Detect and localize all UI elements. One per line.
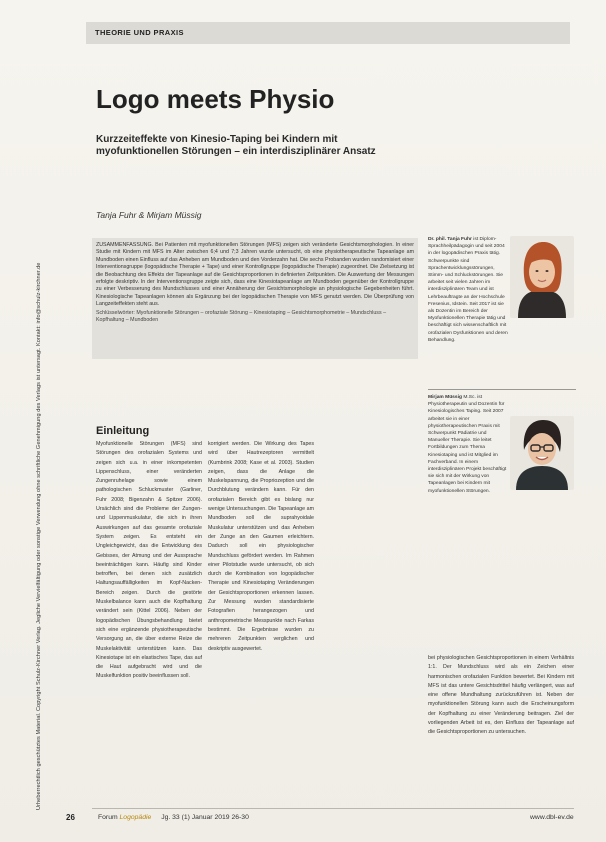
author-bio-1: [428, 236, 508, 344]
copyright-side-note: Urheberrechtlich geschütztes Material. Copyright Schulz-Kirchner Verlag. Jegliche Vervielfältigung oder sonstige Verwendung ohne schriftliche Genehmigung des Verlags ist untersagt. Kontakt: info@schulz-kirchner.de: [36, 262, 42, 810]
section-heading: Einleitung: [96, 425, 150, 437]
author-photo-2: [510, 416, 574, 490]
abstract-keywords: Schlüsselwörter: Myofunktionelle Störungen – orofaziale Störung – Kinesiotaping – Gesichtsmorphometrie – Mundschluss – Kopfhaltung – Mundboden: [96, 309, 387, 324]
bio-1-text: ist Diplom-Sprachheilpädagogin und seit 2004 in der logopädischen Praxis tätig. Schwerpunkte sind Sprachentwicklungsstörungen, Stimm- und Schluckstörungen. Sie arbeitet seit vielen Jahren im interdisziplinären Team und ist Lehrbeauftragte an der Hochschule Fresenius, Idstein. Seit 2017 ist sie als Dozentin im Bereich der Myofunktionellen Therapie tätig und beschäftigt sich wissenschaftlich mit orofazialen Dysfunktionen und deren Behandlung.: [428, 237, 508, 343]
bio-1-name: Dr. phil. Tanja Fuhr: [428, 237, 472, 242]
journal-citation: [98, 814, 249, 821]
body-column-1-text: Myofunktionelle Störungen (MFS) sind Störungen des orofazialen Systems und zeigen sich u.a. in einer inkompetenten Lippenschluss, einer veränderten Zungenruhelage sowie einem pathologischen Schluckmuster (Garliner, Fuhr 2008; Bigenzahn & Spitzer 2006). Ursächlich sind die Probleme der Zungen- und Lippenmuskulatur, die sich in ihren Auswirkungen auf das gesamte orofaziale System zeigen. Es entsteht ein Ungleichgewicht, das die Entwicklung des Gebisses, der Atmung und der Aussprache beeinträchtigen kann. Häufig sind Kinder betroffen, bei denen sich zusätzlich Haltungsauffälligkeiten im Kopf-Nacken-Bereich zeigen. Durch die gestörte Muskelbalance kann auch die Kopfhaltung verändert sein (Kittel 2006). Neben der logopädischen Übungsbehandlung bietet sich eine ergänzende physiotherapeutische Versorgung an, die über externe Reize die Muskelaktivität unterstützen kann. Das Kinesiotape ist ein elastisches Tape, das auf die Haut aufgebracht wird und die Muskelfunktion positiv beeinflussen soll.: [96, 441, 202, 680]
journal-brand: Logopädie: [119, 814, 152, 821]
page-number: 26: [66, 813, 75, 822]
article-subtitle: Kurzzeiteffekte von Kinesio-Taping bei Kindern mit myofunktionellen Störungen – ein interdisziplinärer Ansatz: [96, 134, 376, 157]
body-column-3: [428, 654, 574, 804]
article-title: Logo meets Physio: [96, 84, 335, 114]
body-column-2: [208, 440, 314, 804]
journal-issue: Jg. 33 (1) Januar 2019 26-30: [161, 814, 249, 821]
abstract-box: [92, 238, 418, 359]
body-column-3-text: bei physiologischen Gesichtsproportionen in einem Verhältnis 1:1. Der Mundschluss wird als ein Zeichen einer harmonischen orofazialen Funktion bewertet. Bei Kindern mit MFS ist das untere Gesichtsdrittel häufig verlängert, was auf eine offene Mundhaltung zurückzuführen ist. Neben der myofunktionellen Störung kann auch die Erscheinungsform der Kopfhaltung zu einer Veränderung beitragen. Ziel der vorliegenden Arbeit ist es, den Einfluss der Tapeanlage auf die Gesichtsproportionen zu untersuchen.: [428, 655, 574, 736]
section-label: THEORIE UND PRAXIS: [95, 28, 184, 37]
bio-divider: [428, 389, 576, 390]
footer-rule: [92, 808, 574, 809]
bio-2-text: M.Sc. ist Physiotherapeutin und Dozentin für Kinesiologisches Taping. Seit 2007 arbeitet sie in einer physiotherapeutischen Praxis mit Schwerpunkt Pädiatrie und Manueller Therapie. Sie leitet Fortbildungen zum Thema Kinesiotaping und ist Mitglied im Fachverband. In einem interdisziplinären Projekt beschäftigt sie sich mit der Wirkung von Tapeanlagen bei Kindern mit myofunktionellen Störungen.: [428, 395, 507, 494]
abstract-text: ZUSAMMENFASSUNG. Bei Patienten mit myofunktionellen Störungen (MFS) zeigen sich veränderte Gesichtsmorphologien. In einer Studie mit Kindern mit MFS im Alter zwischen 6;4 und 7;3 Jahren wurde untersucht, ob eine physiotherapeutische Tapeanlage am Mundboden einen Einfluss auf das Anheben am Mundboden und den Vorderzahn hat. Die sechs Probanden wurden randomisiert einer Interventionsgruppe (logopädische Therapie + Tape) und einer Kontrollgruppe (logopädische Therapie) zugeordnet. Die Zielsetzung ist die Beobachtung des Effekts der Tapeanlage auf die Gesichtsproportionen in definierten Zeitpunkten. Die Auswertung der Messungen erfolgte deskriptiv. In der Interventionsgruppe zeigte sich, dass eine Kinesiotapeanlage am Mundboden gegenüber der Kontrollgruppe zu einer Verbesserung des Mundschlusses und einer Annäherung der Gesichtsmorphologie an physiologische Gegebenheiten führt. Kinesiologische Tapeanlagen können als Ergänzung bei der logopädischen Therapie von MFS genutzt werden. Die Überprüfung von Langzeiteffekten steht aus.: [96, 242, 414, 308]
body-column-2-text: korrigiert werden. Die Wirkung des Tapes wird über Hautrezeptoren vermittelt (Kumbrink 2008; Kase et al. 2003). Studien zeigen, dass die Anlage die Muskelspannung, die Propriozeption und die Durchblutung verändern kann. Für den orofazialen Bereich gibt es bislang nur wenige Untersuchungen. Die Tapeanlage am Mundboden soll die suprahyoidale Muskulatur unterstützen und das Anheben der Zunge an den Gaumen erleichtern. Dadurch soll ein physiologischer Mundschluss gefördert werden. Im Rahmen einer Pilotstudie wurde untersucht, ob sich durch die Kombination von logopädischer Therapie und Kinesiotaping Veränderungen der Gesichtsproportionen erkennen lassen. Zur Messung wurden standardisierte Fotografien herangezogen und anthropometrische Messpunkte nach Farkas bestimmt. Die Ergebnisse wurden zu mehreren Zeitpunkten verglichen und deskriptiv ausgewertet.: [208, 441, 314, 652]
footer-url: www.dbl-ev.de: [530, 814, 574, 821]
author-bio-2: [428, 394, 508, 495]
body-column-1: [96, 440, 202, 804]
journal-prefix: Forum: [98, 814, 120, 821]
bio-2-name: Mirjam Müssig: [428, 395, 462, 400]
article-authors: Tanja Fuhr & Mirjam Müssig: [96, 210, 202, 220]
author-photo-1: [510, 236, 574, 318]
